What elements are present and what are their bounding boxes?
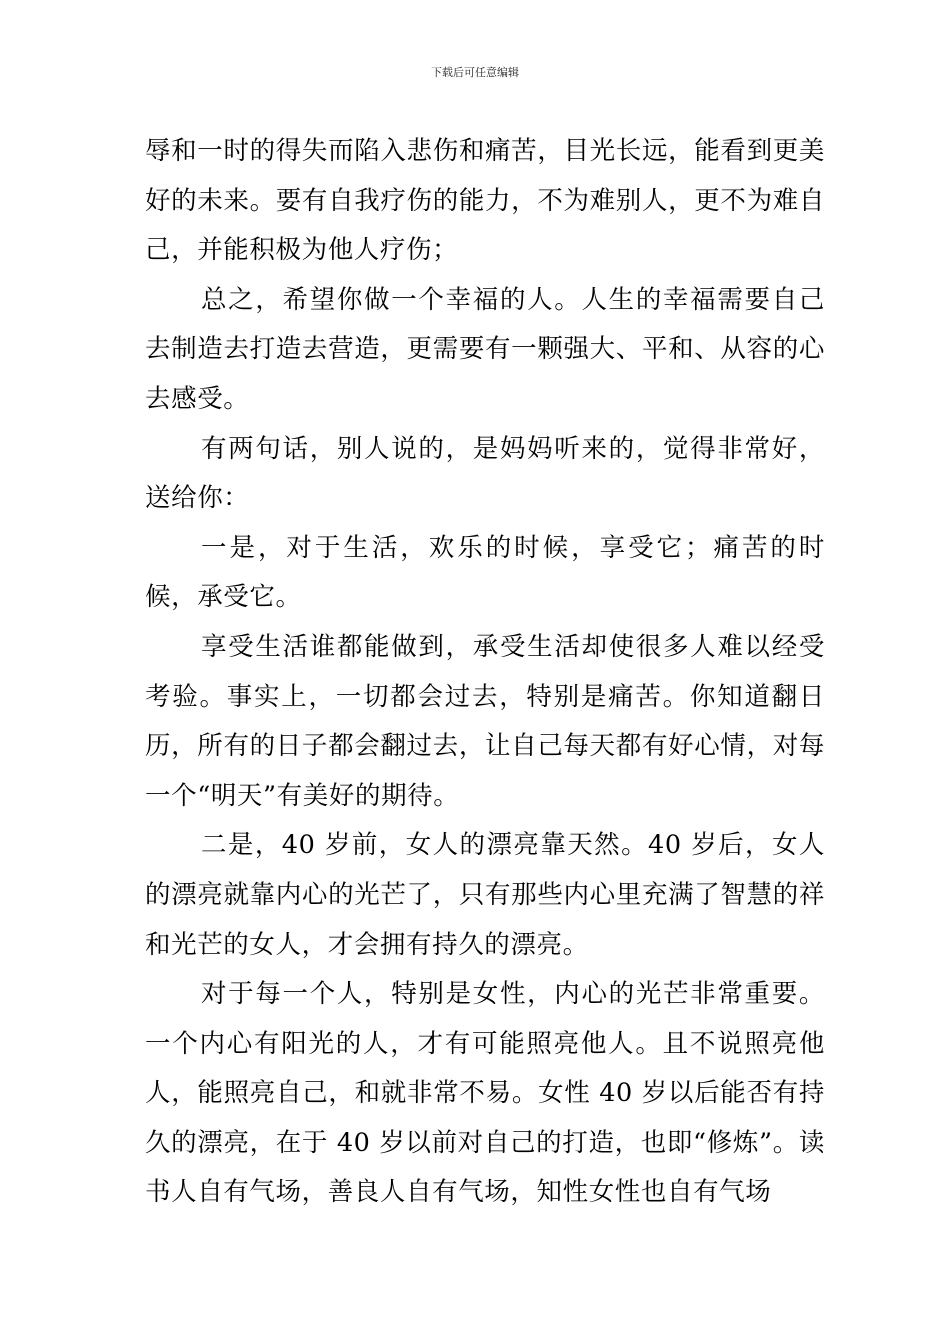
paragraph-3: 有两句话，别人说的，是妈妈听来的，觉得非常好，送给你： <box>145 433 825 514</box>
page-header: 下载后可任意编辑 <box>431 66 519 79</box>
paragraph-6: 二是，40 岁前，女人的漂亮靠天然。40 岁后，女人的漂亮就靠内心的光芒了，只有那些内心里充满了智慧的祥和光芒的女人，才会拥有持久的漂亮。 <box>145 830 825 960</box>
paragraph-1: 辱和一时的得失而陷入悲伤和痛苦，目光长远，能看到更美好的未来。要有自我疗伤的能力，不为难别人，更不为难自己，并能积极为他人疗伤； <box>145 136 825 266</box>
paragraph-2: 总之，希望你做一个幸福的人。人生的幸福需要自己去制造去打造去营造，更需要有一颗强大、平和、从容的心去感受。 <box>145 284 825 414</box>
paragraph-4: 一是，对于生活，欢乐的时候，享受它；痛苦的时候，承受它。 <box>145 532 825 613</box>
document-body <box>145 127 825 1218</box>
paragraph-5: 享受生活谁都能做到，承受生活却使很多人难以经受考验。事实上，一切都会过去，特别是痛苦。你知道翻日历，所有的日子都会翻过去，让自己每天都有好心情，对每一个“明天”有美好的期待。 <box>145 631 825 811</box>
paragraph-7: 对于每一个人，特别是女性，内心的光芒非常重要。一个内心有阳光的人，才有可能照亮他人。且不说照亮他人，能照亮自己，和就非常不易。女性 40 岁以后能否有持久的漂亮，在于 40 岁以前对自己的打造，也即“修炼”。读书人自有气场，善良人自有气场，知性女性也自有气场 <box>145 979 825 1208</box>
